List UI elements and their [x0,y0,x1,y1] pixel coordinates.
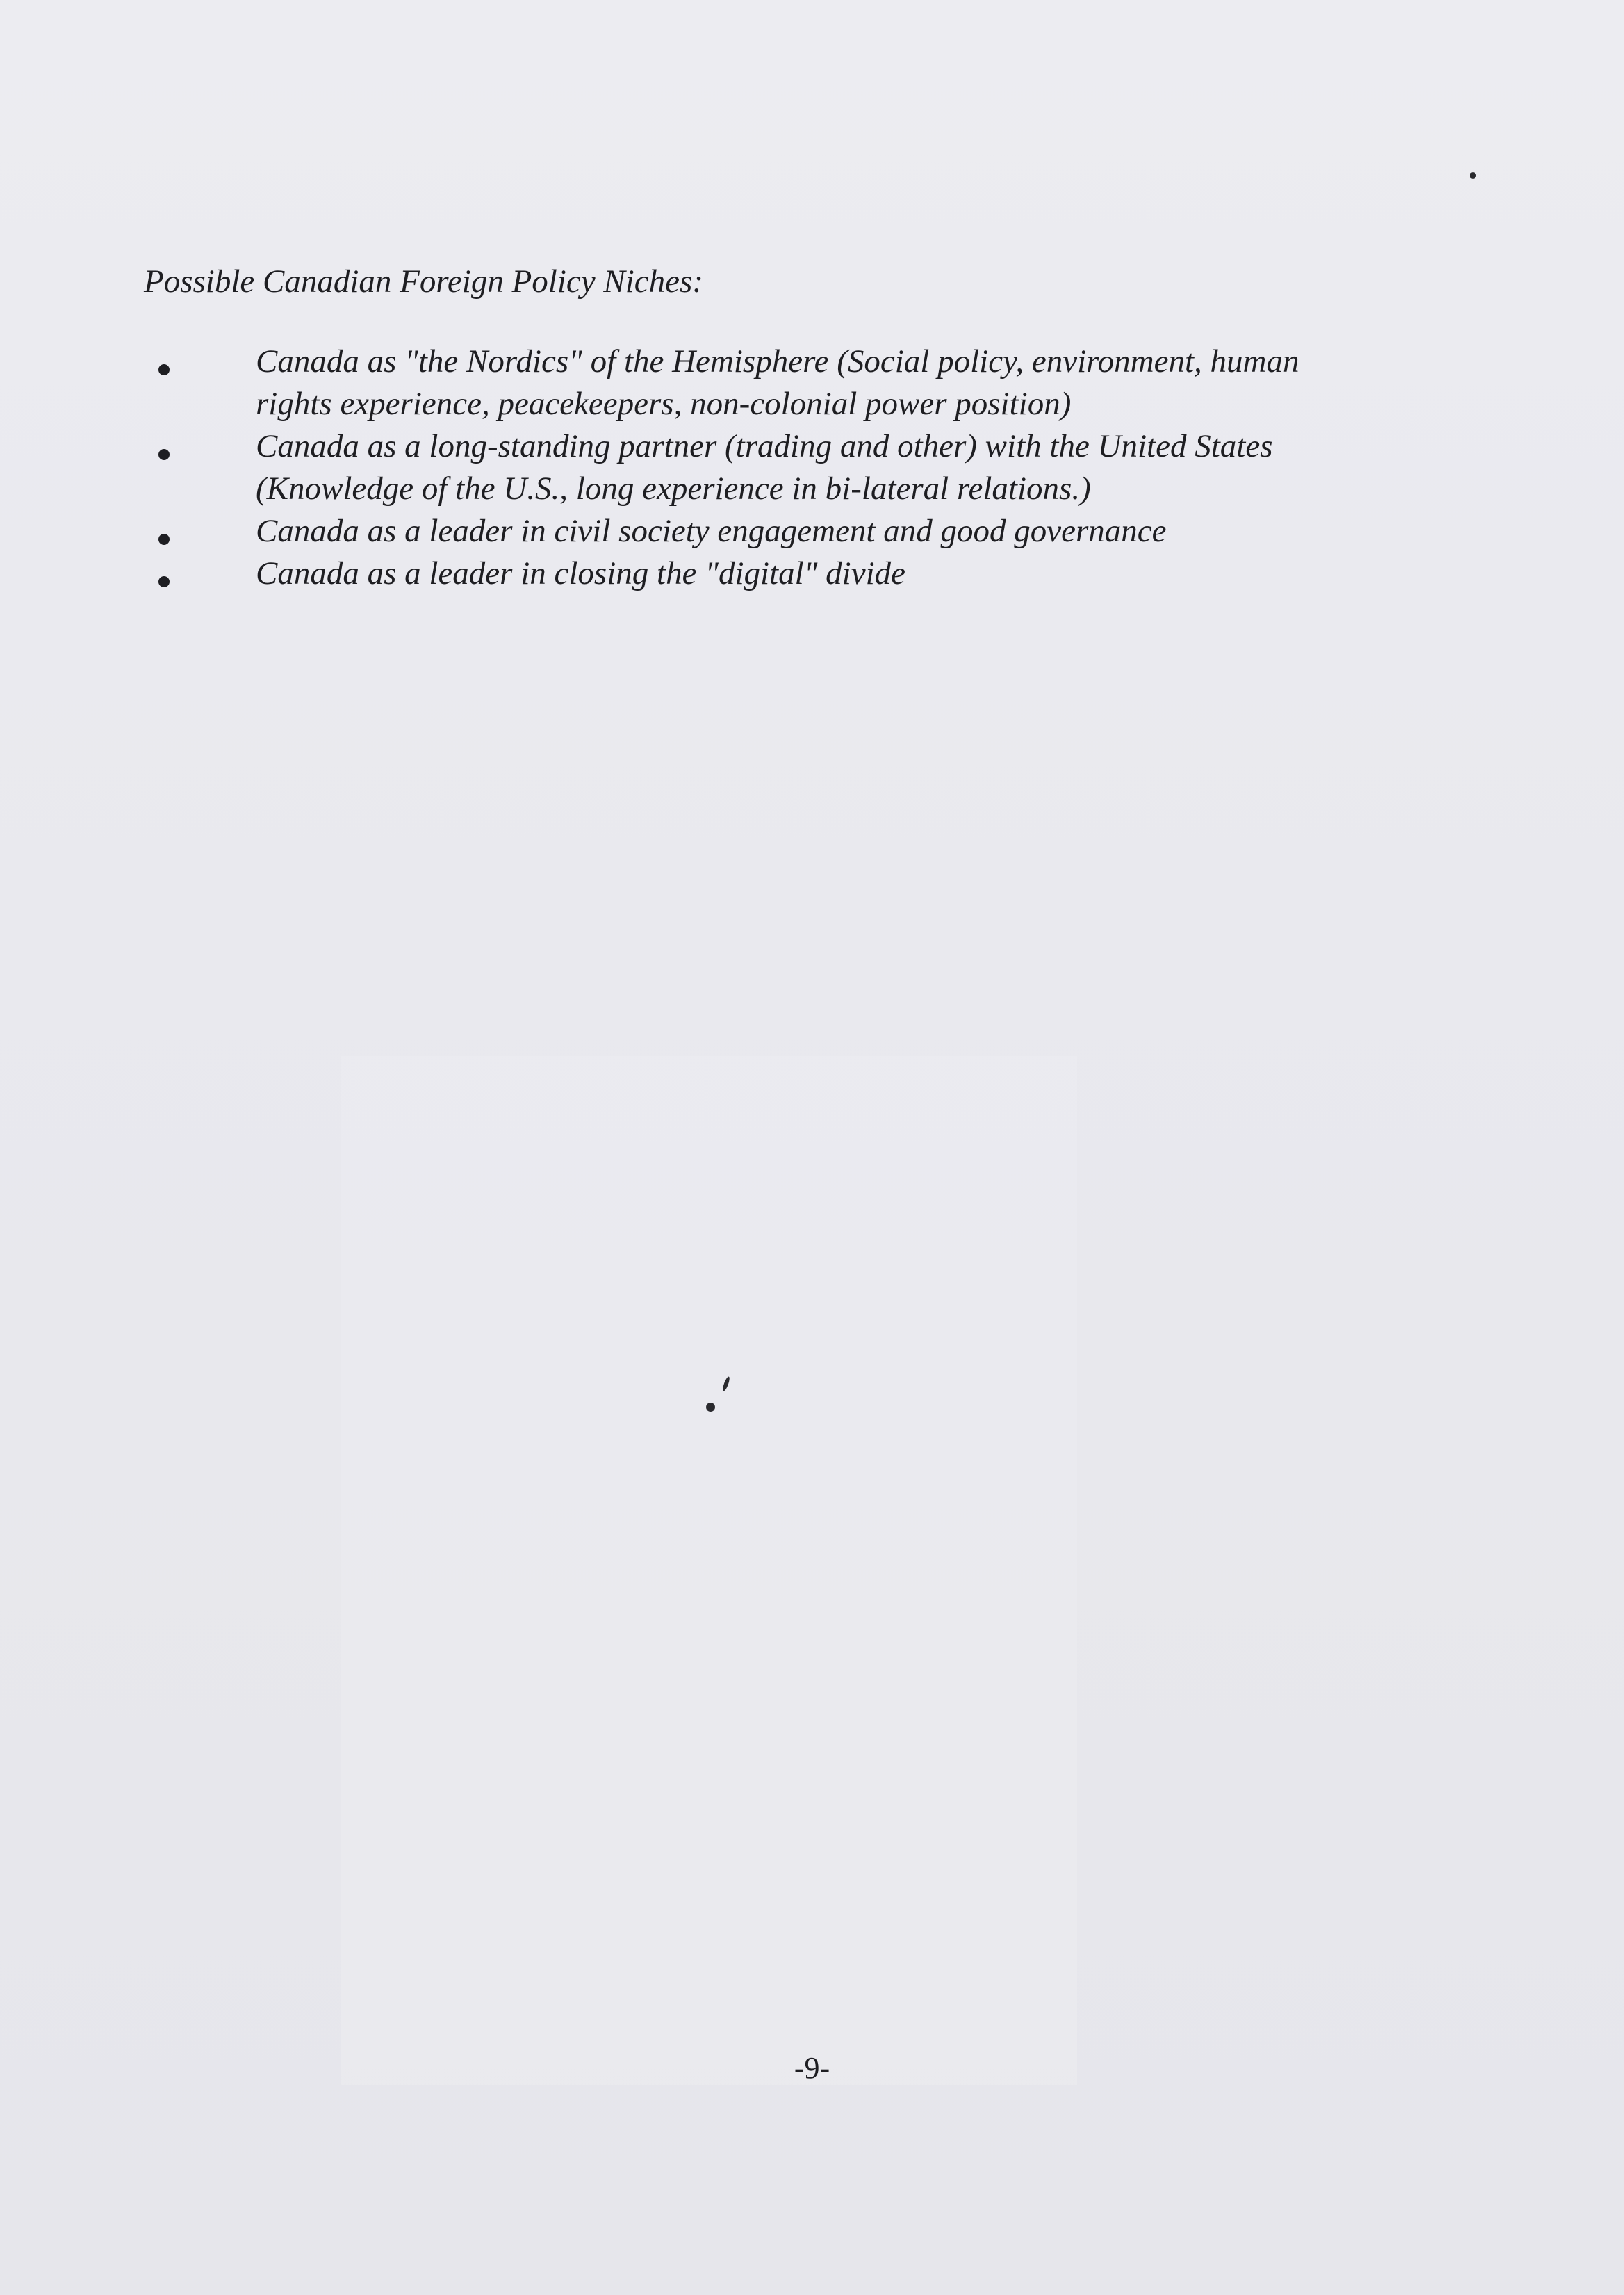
list-item [0,510,1624,553]
niche-list [0,341,1624,595]
bullet-icon [158,449,170,460]
scan-speck [706,1403,715,1412]
list-item [0,341,1624,425]
list-item-line: Canada as a leader in closing the "digital" divide [256,555,905,591]
list-item-line: Canada as "the Nordics" of the Hemisphere (Social policy, environment, human [256,343,1299,379]
list-item-line: (Knowledge of the U.S., long experience in bi-lateral relations.) [256,471,1091,507]
bullet-icon [158,576,170,587]
scan-speck [1470,172,1476,179]
bullet-icon [158,534,170,545]
list-item [0,553,1624,595]
list-item-line: Canada as a leader in civil society engagement and good governance [256,513,1167,549]
scan-shadow [341,1056,1077,2085]
page-number: -9- [794,2051,830,2085]
bullet-icon [158,364,170,375]
list-item [0,425,1624,510]
list-item-line: Canada as a long-standing partner (trading and other) with the United States [256,428,1273,464]
list-item-line: rights experience, peacekeepers, non-colonial power position) [256,386,1072,422]
page-heading: Possible Canadian Foreign Policy Niches: [144,263,703,300]
